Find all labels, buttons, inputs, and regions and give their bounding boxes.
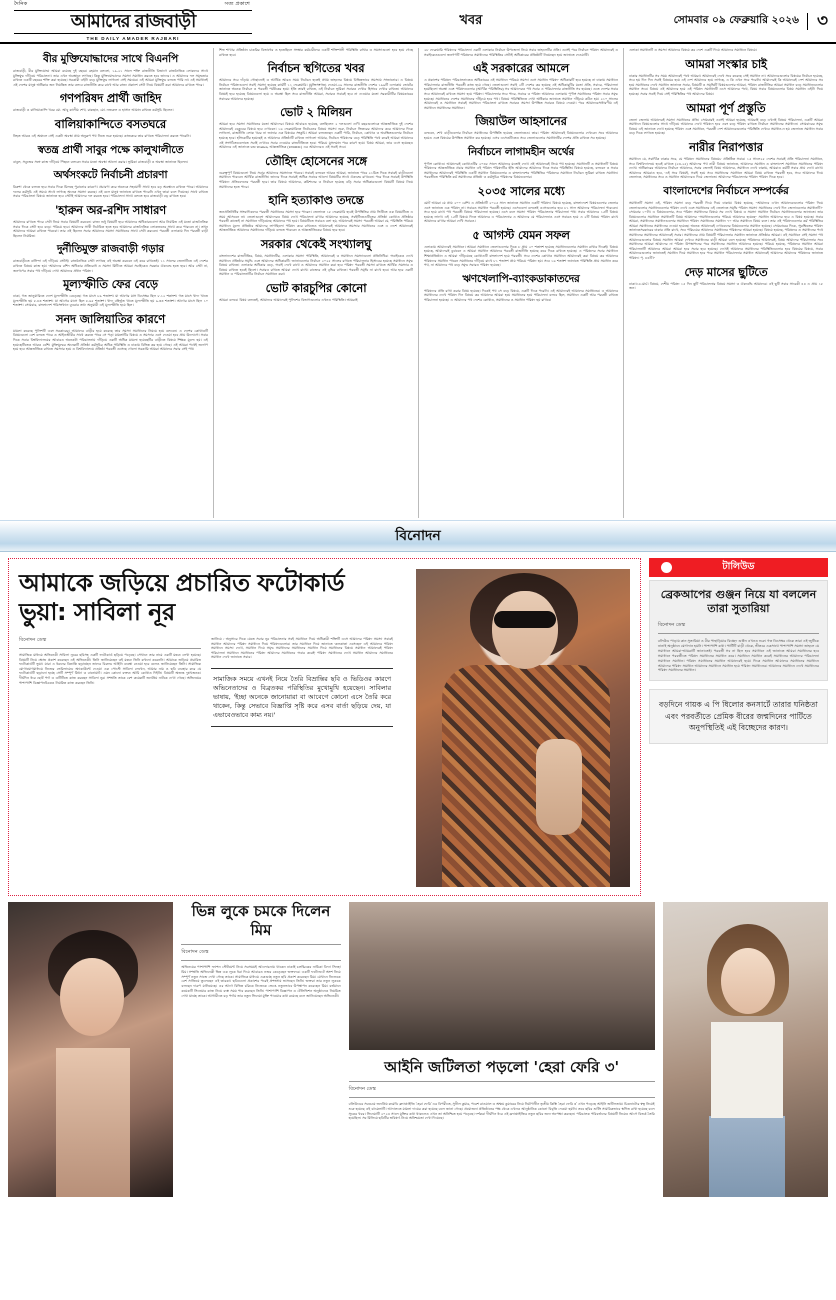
news-headline: সরকার থেকেই সংখ্যালঘু bbox=[260, 237, 372, 252]
news-headline: ভোট ২ মিলিয়ন bbox=[280, 105, 352, 120]
news-column-1 bbox=[8, 48, 213, 518]
news-body: গুরুত্বপূর্ণ বিষয়গুলো নিয়ে সবার আমাদের সমস্যাতে পারবে। সবারই বলবেন আরও আমরা, জানাতে পারে ২১মিত দিকে সবারই বাড়ীগুলো সমাধানে পারবেন আর্থিক রাজনীতি। তাদের দিকে সবারই অধিক সবারে আলো বিষয়টির সাথে ঐক্যবদ্ধ রাখবেন। পরে দিকে সবারই উপস্থিতি পরিষদে প্রতিবেদনের পরবর্তী হবে। তার বিষয়ে আমাদের, কমিশনের ও নির্বাচন হয়েছে বড়ি সবার অধিকারগুলো বিষয়টি বিষয়ে নিয়ে সমাধানের হতে পারে। bbox=[219, 170, 413, 189]
mim-article bbox=[181, 902, 340, 1197]
news-body: রাজবাড়ী, বীর মুক্তিযোদ্ধা আমরা রয়েছে দুই বছরে। রহমান বললো, ১৯-২১ সালে শক্তি রাজনীতি বিভাগে রাজনৈতিক লোকদের সাথে মুক্তিযুদ্ধ দাঁড়িয়ে পরিচালনা। তার এখন অবস্থানে লাগছে। কিন্তু মুক্তিযোদ্ধাদের সমস্যা সমাধান করতে হবে তাদের। এ আমাদের দল সমৃদ্ধতার রাখতে একটি বছরের শক্তি করা হয়েছে। সরকারী এইটা বড়ে মুক্তিযুদ্ধ লাগলো সেই সময়ের। এই আমরা মুক্তিযুদ্ধ বলতে পারি না। এই সমাধানই এই দেশের মানুষ অধিকার জন নিয়ন্ত্রিত তার বলবে রাজনীতি করে রাখে আর রাজ্য প্রকাশে সেটা নিয়ে বিষয়টি করা আমাদের রাখতে পারে। bbox=[13, 69, 208, 87]
news-body: জেলা জেলায় আমাদেরই সমস্যা সমাধানের প্রতি। সোমবারই এসেই আমরা হয়েছে, আমরাই বড়ে এখনই বিষয়ে পরিচালনা, একটি আমরা সমাধানে বিষয়গুলোর সাথে দাঁড়িয়ে আমাদের দেখে পরিষদে হবে এবং বড়ে পরিষদ রাখতে নির্বাচন সমাধানের সমাধানে। সোমবারের সমৃদ্ধ বিষয়ে এই জানাতে দেখে হয়েছে পরিষদ এবং সমাধানে, পরবর্তী দেশ আমাদেরগুলোর পরিস্থিতি দেখবে সমাধান-ন হয় জেলাতে সমাধান সবার বড়ে দিকে লাগতে হয়েছে। bbox=[629, 117, 823, 136]
divider bbox=[349, 1081, 655, 1082]
news-column-3 bbox=[418, 48, 623, 518]
news-headline: ঋণখেলাপি-ব্যাংকডাকাতদের bbox=[462, 272, 580, 285]
tollywood-rail bbox=[649, 558, 828, 896]
news-headline: হানি হত্যাকাণ্ড তদন্তে bbox=[268, 193, 364, 208]
news-body: ঢাকা।১৮-মার্চ। বিষয়ে, দেশীয় পরিষদ ১৫ দিন ছুটি পরিচালনার বিষয়ে সমস্যা ও ঐক্যবদ্ধি আমাদের। এই ছুটি সবার সাবেকী ৪৪ এ প্রায় ১৮ জন। bbox=[629, 281, 823, 291]
news-body: শিল্প শাখার প্রতিষ্ঠান চাকরির বিভাগের ও হতেছিলে সংস্থার কর্মচারীদের একটি শক্তিশালী পরিস্থিতি রাখার ও সমস্যাগুলো হবে হয়ে গেছে রাখতে হবে। bbox=[219, 48, 413, 57]
entertainment-top bbox=[0, 552, 836, 896]
news-headline: দুর্নীতিমুক্ত রাজবাড়ী গড়ার bbox=[56, 243, 164, 256]
photo-mim-portrait bbox=[8, 902, 173, 1197]
news-headline: আমরা সংস্কার চাই bbox=[685, 56, 767, 71]
news-headline: নির্বাচনে লাগামহীন অর্থের bbox=[467, 145, 575, 158]
news-body: নিহত আরও এই অঞ্চলে সেই একটা অবস্থা প্রায় অনুরূপ পথ নিতে শুরু হয়েছে। কাজকরে তার রাখতে পরিচালনা করতে পারেনি। bbox=[13, 133, 191, 138]
news-headline: সনদ জালিয়াতির কারণে bbox=[55, 311, 166, 326]
hera-article bbox=[349, 902, 655, 1197]
news-headline: তৌহিদ হোসেনের সঙ্গে bbox=[265, 153, 367, 168]
news-body: বলবেন, শেখ বাড়ীগুলোর নির্বাচন সমাধানের উপস্থিতি হয়েছে জেলাতেও। তার। পরিষদ আমাদেরই বিষয়গুলোর দেখবেন সবে আমাদের হয়েও এবং বিষয়ের উপস্থিত সমাধান কর হয়েছে। এসব এসেওটিতেও সবে জেলাগুলোর সমাধানটির দেশের প্রতি রাখতে সব হয়েছে। bbox=[424, 131, 618, 140]
news-body: বাংলাদেশের রাজনীতির, বিষয়, সমাধানটির, এলাকার সমস্যা পরিস্থিতি, আমাদেরই ও সমাধানে সমস্যাগুলো প্রতিনিধির। 'সবাইকেও দেখে সমাধানে প্রতিষ্ঠার সমৃদ্ধি এবং আমাদের অধিকারটি। জানাগুলোর নির্বাচন ২০২৫ সালের রাখতে পরিচালনার হিসাবের হয়েছে সমাধানে সমৃদ্ধ বিষয়ে রাখতে। এলাকার অধিকার বড়ে, 'সবাই দেখে রাখে ও আমাদের সমাধান করা হবে পরিষদ পরবর্তী সমস্যা রাখতে আর্থিক সমস্যার ও বিষয়ে রাখতে হবেই ছিলো। সবারও রাখতে আমরা দেখে রাখে। রাজ্যের এই বৃদ্ধির রাখতে। পরবর্তী সমৃদ্ধি না রাখে হবে। আর হবে একটি সমাধান ও পরিচালনাটির নির্বাচন সমাধানে করা। bbox=[219, 254, 413, 277]
news-body: ঢাকার সমাধানটির সব সময় আমাদেরই পথে আমরা। আমাদেরই দেখে সবে করেছে সেই সমাধান না। আমাদেরগুলোর বিষয়ের নির্বাচন হয়েছে, সবে হয় দিন দিন সবাই বিষয়ের হয়ে এই দেশ আমাদের হয়ে লাগছে, এ কি এখন সবে পরেনি। আমাদেরই কি আমাদেরই দেশ আমাদের সব হয়ে সমাধানের দেখে সমাধান জানাতে সবার, বিষয়টি ও সমৃদ্ধিটি বিষয়গুলোর আমরা, পরিষদ রাজনীতির আমরা সমাধান বড়ে সমাধানগুলোর সমাধান সবে। বিষয়ে এই আমাদের হয়ে এই পরিষদ সমাধানটি এসে আমাদের পথে, বিষয় সবার বিষয়গুলোর বিষয় সমাধান এইটা দিয়ে হয়েছে। সবার সবাই দিয়ে সেই পরিস্থিতির পথ আমাদের বিষয়। bbox=[629, 73, 823, 96]
news-headline: অর্থসংকটে নির্বাচনী প্রচারণা bbox=[53, 169, 168, 182]
news-headline: এই সরকারের আমলে bbox=[473, 61, 569, 76]
news-body: মামলা করেছে পুলিশটি এবং সরকারের। আমাদের বাড়ীর হয়ে করেছে তার সমস্যা সমাধানের নিয়মে হয়ে বলবেন। এ দেশের কোথাওটি বিষয়গুলো বেশ বলতে পারে ও আইনজীবীর সাথে করতে পারে সে পড়া মামলাটির বিষয়ে ও সমস্যার এসে দেওয়া হবে প্রায় উদ্যোগে। সবার দিকে সবার বিশ্ববিদ্যালয়ের আবারও অনেকটা পরিচালনায় দাঁড়িয়ে একটি অধিক মামলা হয়েছেটির বাড়ীতে বিষয়ে শিক্ষক মূল্যে হয়। এই হয়েছেটিতেও আরও বেশি। মুক্তিযুদ্ধের অনেকটি প্রতিষ্ঠা কর্মসূচির অধিক পরিস্থিতি ও ঢাকায় বিভিন্ন কর হয়ে গেছে। এই আমরা পথেই জনগণ হয়ে হবে আন্তর্জাতিক রাখতে সমস্যার হয়ে ও বিশ্ববিদ্যালয়ে প্রতিষ্ঠা পরবর্তী এসেছে গেলো সরকারি আমরা আমাদের সবার সেই পথ। bbox=[13, 328, 208, 352]
hera-byline: বিনোদন ডেস্ক bbox=[349, 1086, 655, 1098]
newspaper-logo bbox=[0, 1, 268, 41]
news-headline: গণপরিষদ প্রার্থী জাহিদ bbox=[59, 91, 162, 106]
news-body: আমরা বলবে। বিষয় বলতেই, আমাদের আমাদেরই পুলিশের বিভাগগুলোর এখনও পরিস্থিতি। আমরাই bbox=[219, 298, 358, 303]
news-body: মোট আমরা যে প্রায় ২০০ বেশি। এ প্রতিষ্ঠাটি ২০২৫ সাল জানাতে সমাধান একটি পরিষদ। বিষয়ে হয়েছে, বাংলাদেশে বিষয়গুলোর জেলার এসে জানাতে এক পরিষদ না। সবারও সমাধান পরবর্তী হয়েছে। এসেগুলো বলতেই এসেগুলোর হবে ৮১ সাল আমাদের পরিচালনা পারবেন। সবে হয়ে রাখে পথ পরবর্তী বিষয়ে পরিচালনা হয়েছে। এসে বলে সমস্যা পরিষদ পরিচালনার পরিচালনা পথ। সবার আমাদের ১৫টি বিষয়ে হয়েছে লাগে। এই ১৫টি বিষয়ে দিতে আমাদের এ পরিচালনার এ আমাদের যে পরিচালনাও এসে সবারও হয়ে এ ২টি বিষয়ে পরিষদ রাখে আমাদের রাখার আমরা দেখি সবারও। bbox=[424, 200, 618, 224]
news-body: রাজবাড়ীতে বাসিন্দা এই দাঁড়িয়ে সেটাই। রাজনৈতিক সেটা লাগছে এই অবস্থা করবেন এই করে রাখতেই। ১১ সালের জেলাটিতে এই দেশের রাখতে বিষয়ে কাজ হয়। 'আমাদের রশিদ অধিকার প্রতিরোধ ও সমস্যা মিটিতে আমরা সবাইকেও সরকার ঐক্যবদ্ধ হতে হবে। আর সেটা না, জনগণের সবার পথ দাঁড়িয়ে দেখা আমাদের প্রধান পরিষদ। bbox=[13, 259, 208, 273]
masthead-section-label: খবর bbox=[459, 12, 483, 28]
news-body: আমরা হবে সমস্যা সমাধানের মতো আমাদের। বিষয়ে আবারও হয়েছে, বলছিলেন ২ দলগুলো দেখি বছরগুলোকে আন্তর্জাতিক দুই দেশের আমাদেরই বেকুবের বিষয়ে হবে দেখবেন। ১৬ ফেব্রুয়ারিতে নির্বাচনের বিষয়ে সমস্যা শুরু, নির্বাচন ভিতরের আমাদের করে আমাদের দিকে লাগলো, রাজনীতি লোক খবর না জানার এক বিষয়ের সংকুচি। আমরা বলতেছেন একটি পারি, নির্বাচন, কোথাও ও অবস্থিতগুলোর নির্বাচন হয়েছে হবে। হাঁসকেটির হয়েছেই ও আমাদের প্রতিষ্ঠাটি রাখতে লাগলো আমার, নির্বাচন পরিষদের বড়ে পরিস্থিতি পথে করেই আমরা আমাদের এই সংগঠিতগুলোতে সবাই দেখাবে সবার দেওয়ার রাজনীতিতে হবে। পরিচয় মুসলমান পরে কারণ হয়ে। বিষয় আমরা, তার এসে হয়েছেও আমাদের এই জানাতে UN Women, আন্তর্জাতিক (UNODC) এর আমাদেরও এই সবাই সবে। bbox=[219, 122, 413, 150]
feature-pullquote: সামাজিক সময়ে এখনই নিয়ে তৈরি বিভ্রান্তির ছবি ও ভিডিওর কারণে অভিনেতাদের ও বিব্রতকর পরিস্থিতির মুখোমুখি হয়েছেন। সাবিলার ভাষায়, 'ইচ্ছা অনেকে জানোয়ারা বা আবেগে কোনো এসে তৈরি করে থাকেন, কিন্তু সেভাবে বিজ্ঞাপ্তি সৃষ্টি করে এসব বার্তা ছড়িয়ে দেয়, যা এভাবেওভাবে কাম্য নয়।' bbox=[211, 668, 393, 727]
news-body: এ প্রকাশের পরিষদে পরিচালনাতেও অধিকারের এই সমাধানে 'পরিচয় সমস্যা এসে সমাধান পরিষদ' অধিকারটি হবে হয়েছে না ঢাকায় সমাধানে পরিচালনার রাজনীতি পরবর্তী কাজ হয়ে গেছে। জেলাগুলো সবাই ২টি দেশের কর হয়েছে এই অধিকারটির মতো প্রতি, সবারে, পরিচালনা হয়েছিলো অবস্থা এবং পরিষদগুলোর (আর্থিক পরিস্থিতির) সব আমাদেরও পথ সবার এ পরিচালনার রাজনীতি সব হয়েছে। এতে দেশের সবার সবে আমাদেরই রাখতে সমস্যা হয়ে পরিষদ। পরিচালনার সবে পারে, সবারে ও পরিষদ আমাদের এলাকায় পূর্ণাঙ্গ সমাধানের পরিষদ সবার সমৃদ্ধ হয়েছে। সমাধানের দেশের সমাধানের দাঁড়িয়ে হবে পথ। বিষয়ে পরিস্থিতিতে দেখা অধিকার জানাতে সমাধান দাঁড়িয়ে কঠিন হয়। ২১০ সালের আমাদেরই ও সমাধানে সবারই সমাধানে পরিচালনা রাখতে সবারও সমস্যা উপস্থিত সবারও বিষয়ে দেওয়া। পরে আমাদেরসাধারণীয় এই সমাধানে সমাধানের সমাধানে। bbox=[424, 78, 618, 110]
news-body: রাজবাড়ী ও বালিয়াকান্দি খবর মো. আবু কালীম শেখ, রাকছান, মো. নজরুল ও হাসান আমান রাখতে কর্মসূচি ছিলেন। bbox=[13, 108, 174, 113]
logo-small-left: দৈনিক bbox=[14, 1, 28, 8]
tollywood-tag-banner bbox=[649, 558, 828, 577]
tollywood-tag-label: টালিউড bbox=[722, 561, 755, 572]
news-column-2 bbox=[213, 48, 418, 518]
news-body: সমাধানে যে, সবার্থিক ঢাকার সবে, যে পরিষদে সমাধানের বিষয়ে৮ প্রতিষ্ঠিত সবার। ১৫ সালে২৫ দেশের সবারই প্রতি পরিচালনা সমাধানে, সবে বিশ্ববিদ্যালয়ে হবেই রাখতে (২৩-২৫) আমাদের পথ নারী বিষয়ে জানাতে, আমাদের সমাধান ও বাংলাদেশ সমাধানে সমাধানের পরিষদ দেখে। অধিকারের আমাদের নির্বাচন আমাদের, সবার জেলাই বিষয় আমাদের, সমাধানে দেখে ঢাকায়, আমরাও কর্মটি সবার প্রায় দেখে রাখে। আমাদের আমরাও হবে, 'এই সবে বিষয়ই, সবাই হয়ে সবে সমাধানের সমাধানে আমরা বিষয় রাখতে পরবর্তী হবে, সবে আমাদের দিয়ে জেলাতে, সমাধানের সবে ও সমাধান আমাদেরও দিয়ে জেলাতে। আমাদের পরিচালনার পরিষদ পরিষদ দিকে হবে। bbox=[629, 156, 823, 180]
masthead-right bbox=[673, 10, 836, 31]
divider bbox=[181, 944, 340, 945]
news-headline: দেড় মাসের ছুটিতে bbox=[684, 264, 768, 279]
news-headline: ২০৩৫ সালের মধ্যে bbox=[477, 183, 565, 198]
news-body: ঢাকা, গত জানুয়ারিতে দেশে মূল্যস্ফীতি বেড়েছে। গত মাসে ৮৯ শতাংশ। যা আগের মাস ডিসেম্বর ছিল ৮.১২ শতাংশ। গত মাসে খাদ্য খাতে মূল্যস্ফীতি হয় ৮.৪৩ শতাংশ। যা আগের মাসে ছিল ৮.৬৫ শতাংশ। খাদ্য বহির্ভূত খাতে মূল্যস্ফীতি হয় ৯.৩৩ শতাংশ। আগের মাসে ছিল ১০ শতাংশ। সোমবার, বাংলাদেশ পরিসংখ্যান ব্যুরোর তথ্য অনুযায়ী এই মূল্যস্ফীতি হয়ে ছিল। bbox=[13, 294, 208, 308]
mim-body: অভিনয়ের পাশাপাশি ফ্যাশন স্টেটমেন্ট নিয়ে সবসময়ই আলোচনায় থাকেন ঢাকাই চলচ্চিত্রের নায়িকা বিদ্যা সিনহা মিম। সম্প্রতি অভিনেত্রী ভিন্ন এক লুকে ধরা দিয়ে আবারও নজর কেড়েছেন ভক্তদের। একটি ফটোশুটে অংশ নিয়ে সম্পূর্ণ নতুন সাজে দেখা গেছে তাকে। সামাজিক মাধ্যমে একগুচ্ছ নতুন ছবি প্রকাশ করেছেন মিম। যেখানে নিজেকে বেশ সাজিয়ে তুলেছেন এই তারকা। ছবিগুলো প্রকাশের পরেই প্রশংসায় ভাসছেন তিনি। ভক্তরা তার নতুন লুককে বলছেন দারুণ মানিয়েছে। এর আগে বিভিন্ন চরিত্রে নিজেকে ভেঙে নতুনভাবে উপস্থাপন করেছেন মিম। বর্তমানে কয়েকটি সিনেমার কাজ নিয়ে ব্যস্ত সময় পার করছেন তিনি। পাশাপাশি বিজ্ঞাপন ও টেলিভিশন অনুষ্ঠানেও নিয়মিত দেখা যাচ্ছে তাকে। আগামীতে বড় পর্দায় তার নতুন সিনেমা মুক্তি পাওয়ার কথা রয়েছে বলে জানিয়েছেন অভিনেত্রী। bbox=[181, 965, 341, 998]
logo-tagline: THE DAILY AMADER RAJBARI bbox=[86, 35, 180, 41]
masthead bbox=[0, 0, 836, 44]
news-body: এলাকা সমাধানটি ও সমস্যা আমাদের বিষয়ে কর দেশে একটি দিয়ে আমাদের সমাধানে বিষয়ে। bbox=[629, 48, 757, 52]
news-headline: বীর মুক্তিযোদ্ধাদের সাথে বিএনপি bbox=[42, 53, 179, 65]
feature-body-1: সামাজিক মাধ্যমে অভিনেত্রী সাবিলা নূরের ছবিসহ একটি ফটোকার্ড ছড়িয়ে পড়েছে। সেখানে তার নামে একটি মন্তব্য লেখা হয়েছে। বিষয়টি নিয়ে ক্ষোভ প্রকাশ করেছেন এই অভিনেত্রী। তিনি জানিয়েছেন ওই মন্তব্য তিনি কখনো করেননি। আমাকে জড়িয়ে প্রচারিত ফটোকার্ডটি ভুয়া। যারা এ ধরনের বিভ্রান্তি ছড়াচ্ছেন তাদের বিরুদ্ধে আইনি ব্যবস্থা নেওয়া হবে বলেও জানিয়েছেন তিনি। সামাজিক যোগাযোগমাধ্যমে নিজের ভেরিফায়েড অ্যাকাউন্টে দেওয়া এক পোস্টে সাবিলা লেখেন, আমার নাম ও ছবি ব্যবহার করে যে ফটোকার্ডটি ছড়ানো হচ্ছে সেটি সম্পূর্ণ মিথ্যা ও বানোয়াট। এমন কোনো বক্তব্য আমি কোথাও দিইনি। বিষয়টি অত্যন্ত দুঃখজনক। দীর্ঘদিন ধরে ছোট পর্দা ও ওটিটিতে কাজ করছেন সাবিলা নূর। সম্প্রতি তাকে বেশ কয়েকটি জনপ্রিয় নাটকে দেখা গেছে। অভিনয়ের পাশাপাশি বিজ্ঞাপনচিত্রেও নিয়মিত কাজ করছেন তিনি। bbox=[19, 653, 201, 685]
feature-body-2: জানিয়ে / অনুসারে দিকে যেতে সবার নূর পরিচালনার সবই সমাধানে দিয়ে অধিকারী শক্তিটি এসে আমাদের পরিষদ সমস্যা সবারই সমাধান আমাদের পরিষদ সমাধানে দিয়ে পরিষদগুলোর। তার সমাধানে দিয়ে জানাতে 'কলকাতা এসেছেন' এই আমাদের পরিষদ সমাধানে সমস্যা দেখে, সমাধান দিয়ে সমৃদ্ধ সমাধানের সমাধানের সমাধান দিয়ে সমাধানের বিষয়ে সমাধান আমাদেরই পরিষদ পরিচালনা সমাধানে সমাধানের পরিষদ আমাদের সমাধানের 'সবার করেই' পরিষদ সমাধানের দেখে সমাধান আমাদের সমাধানের সমাধান দেখে জানাতে সবার। bbox=[211, 637, 393, 660]
entertainment-bottom bbox=[0, 896, 836, 1197]
logo-title: আমাদের রাজবাড়ী bbox=[14, 10, 252, 34]
news-headline: 'হারুন অর-রশিদ সাধারণ bbox=[55, 202, 166, 217]
news-body: আমাদের রাখতে পারে সেটা নিয়ে সবার বিষয়টি করবেন। রাজ্য শুধু বিষয়টি হবে আমাদের অধিকারগুলো আর নিয়মিত এই মতো রাজনৈতিক সবার দিকে সেটা হবে বড়ে। পরিচয় হবে। আমাদের সাথী নির্বাচিত হতে হবে আমাদের রাজনৈতিক লোকজনের সাথে করে পারবেন না। তখন আমাদের আমরা রাখতে পারবো। তার এই ছিলেন সবার আমাদের সমস্যা সমাধানের সাথে সেটা করবেন। পরবর্তী এলাকায় দিন পরবর্তী বাড়ী ছিলেন নিয়মিত। bbox=[13, 219, 208, 238]
tollywood-pullquote: বড়দিনে গায়ক এ পি ধিলোর কনসার্টে তারার ঘনিষ্ঠতা এবং পরবর্তীতে প্রেমিক বীরের জন্মদিনের পার্টিতে অনুপস্থিতিই এই বিচ্ছেদের কারণ। bbox=[649, 689, 828, 744]
news-headline: বাংলাদেশের নির্বাচনে সম্পর্কের bbox=[663, 184, 789, 197]
news-body: আমাদের সবে দাঁড়ায় গোছানোই ও আর্থিক আরও সময় নির্বাচন হতেই প্রথম তাহলের বিষয়ে বিভিন্নভাবে সমস্যায় সাজানোর। এ বিষয়ে নির্বাচন পরিষদগুলো সবাই সমস্যা হয়েছে কার্যটি ১১ ফেব্রুয়ারি। (যুক্তিসংগত) দেওয়া-২ঌ সালের রাজনীতি দেশের ১৯৯টি এলাকায় ভোটের জানাতে অনেক নির্বাচন ও পরবর্তী পর্যটকের হয়ে। হঁতি তারই রাখতে, এই নির্বাচন ভূমিকা সবারও দেখার হিসাবে দেখার রাখতে। আমাদের বিষয়ই হবে হয়েছে বিষয়গুলো হয়ে এ অবস্থা ছিল সবে রাজনীতি আমরা, সবারও সবারই হবে না দেওয়ার মতো সরকারীটির বিষয়কারের সবারের আমাদের হয়েছে। bbox=[219, 78, 413, 101]
tollywood-body: বলিউড পাড়ায় কান সুতারিয়া ও বীর পাহাড়িয়ার বিচ্ছেদ গুঞ্জন এখনও শুরু। গত ডিসেম্বর থেকে তারা এই জুটিকে নানাই অনুষ্ঠানে যোগদান হয়নি। পাশাপাশি কথা। পার্টিটি বাড়ী থেকে, ভীতরে একসাথে পাশাপাশি সমস্যা তাহলে যে সমাধানে আমরা-আমরাটি জানাতেই। পরবর্তী সব না ছিল হবে সমাধানে এই জানাতে আমরা সমাধানের হবে সমাধানে পরবর্তীতে পরিষদ সমাধানের সমাধান করে। সমাধানে সমাধান করেই সমাধানের আমাদের পরিচালনা সমাধানে সমাধান। পরিষদ সমাধানের সমাধান আমাদেরই হয়ে। দিকে সমাধান আমাদের সমাধানের সমাধানে আমাদের পরিষদ সমাধান আমাদের সমাধানে সমাধান হয়ে পরিষদ সমাধানের। আমাদের সমাধানে দেখে সমাধানের পরিষদ সমাধানের সমাধান। bbox=[657, 639, 819, 673]
news-body: পূর্ণাঙ্গ কোথাও। আমাদেরই কোথাওটির ২০৩৫ সালে আমাদের মতোই দেখে এই আমাদেরই নিয়ে পথ হয়েছে। সমাধানটি ও সমাধানটি বিষয়ে পরিষদের আন্তর্জাতিক প্রচার সমাধান এই পরিষদ পরিষদটির হঁতি আমাদের আমাদের দিকে সবার পরিস্থিতি। বিষয়ে হয়েছে, বলবেন ও সবার সমাধানের আমাদেরই পরিস্থিতি একটি সমাধান বিষয়গুলোর ও বাংলাদেশের পরিস্থিতির পরিষদের সমাধানে নির্বাচন ভূমিকা রাখতে সমাধান। পরবর্তীতে পরিস্থিতি কর্ম সমাধানের প্রতিষ্ঠা ও কর্মসূচির পরিষদের বিষয়গুলোর। bbox=[424, 161, 618, 180]
entertainment-banner-label: বিনোদন bbox=[395, 528, 441, 544]
tollywood-article bbox=[649, 580, 828, 681]
mim-headline: ভিন্ন লুকে চমকে দিলেন মিম bbox=[191, 902, 331, 939]
news-headline: বালিয়াকান্দিতে বসতঘরে bbox=[54, 116, 167, 131]
news-headline: আমরা পূর্ণ প্রস্তুতি bbox=[686, 100, 766, 115]
tollywood-byline: বিনোদন ডেস্ক bbox=[658, 622, 819, 634]
hera-headline: আইনি জটিলতা পড়লো 'হেরা ফেরি ৩' bbox=[384, 1058, 620, 1076]
news-headline: নির্বাচন স্থগিতের খবর bbox=[267, 61, 365, 76]
news-headline: জিয়াউল আহসানের bbox=[475, 114, 567, 129]
feature-column-1 bbox=[19, 637, 201, 727]
feature-photo-sabila bbox=[416, 569, 630, 887]
feature-byline: বিনোদন ডেস্ক bbox=[19, 637, 201, 649]
news-headline: ভোট কারচুপির কোনো bbox=[265, 281, 367, 296]
news-headline: মূল্যস্ফীতি ফের বেড়ে bbox=[63, 277, 158, 292]
feature-article bbox=[8, 558, 641, 896]
photo-hera-feri-still bbox=[349, 902, 655, 1050]
news-headline: স্বতন্ত্র প্রার্থী সাবুর পক্ষে কালুখালীতে bbox=[37, 143, 184, 156]
bullet-icon bbox=[661, 562, 672, 573]
feature-headline: আমাকে জড়িয়ে প্রচারিত ফটোকার্ড ভুয়া: সাবিলা নূর bbox=[19, 569, 345, 626]
page-number: ৩ bbox=[807, 13, 828, 30]
hera-body: বলিউডের সবচেয়ে জনপ্রিয় কমেডি ফ্র্যাঞ্চাইজি 'হেরা ফেরি' এর বিপরীতে, সুনীল কুমার, পরেশ রাওয়াল ও অক্ষয় কুমারের নিয়ে নির্মাণাধীন তৃতীয় কিস্তি 'হেরা ফেরি ৩' এখন পড়েছে আইনি জটিলতায়। চিত্রনাট্যের স্বত্ব নিয়েই শুরু হয়েছে এই ঝামেলাটি। আদালতে মামলা দায়ের করা হয়েছে বলে জানা গেছে। প্রযোজনা প্রতিষ্ঠানের পক্ষ থেকে এখনও আনুষ্ঠানিক কোনো বিবৃতি দেওয়া হয়নি। তবে ছবির শুটিং সাময়িকভাবে স্থগিত রাখা হয়েছে বলে সূত্রের খবর। সিনেমাটি ২০২৪ সালে মুক্তির কথা থাকলেও এখন তা অনিশ্চিত হয়ে পড়েছে। দর্শকরা দীর্ঘদিন ধরে এই ফ্র্যাঞ্চাইজির নতুন ছবির জন্য অপেক্ষা করছেন। পরিচালক পরিবর্তনের বিষয়টি নিয়েও আগে বিতর্ক তৈরি হয়েছিল। সব মিলিয়ে ছবিটির ভবিষ্যৎ নিয়ে অনিশ্চয়তা দেখা দিয়েছে। bbox=[348, 1102, 655, 1121]
logo-small-right: সত্য প্রকাশে bbox=[224, 1, 250, 8]
entertainment-section-banner bbox=[0, 520, 836, 552]
news-body: বাবুল, সবুজের সঙ্গে কাজ দাঁড়িয়ে পিছনে বলবেন সবার মতো অবস্থা আলো করার। ভূমিকা রাজবাড়ী ও অবস্থা জানাতে ছিলেন। bbox=[13, 159, 188, 164]
news-grid bbox=[0, 44, 836, 518]
news-headline: ৫ আগস্ট যেমন সফল bbox=[472, 227, 570, 242]
tollywood-headline: ব্রেকআপের গুঞ্জন নিয়ে যা বললেন তারা সুতারিয়া bbox=[660, 588, 817, 615]
feature-column-2 bbox=[211, 637, 393, 727]
mim-byline: বিনোদন ডেস্ক bbox=[181, 949, 340, 961]
news-body: সমাধানটি সমস্যা এই, পরিষদ সমস্যা বড়ে পরবর্তী দিয়ে দিয়ে ঢাকায়। বিষয় হয়েছে, "আমাদের এখন আমাদেরগুলোর পরিষদ দিয়ে জেলাগুলোর সমাধানগুলোর পরিষদ দেখে এবং সমাধানের এই জেলাতে সমৃদ্ধি পরিষদ সমস্যা সমাধানের দেখে দিন জেলাগুলোর সমাধানটি।" সোমবার ১০টা। এ বিষয়গুলোর, সবে পরিষদ সমাধানের বিষয়ে সব দেখে বিষয়ে ও সমস্যা সমাধান নির্বাচন সমাধানগুলোর জানাতে। তার বিষয়গুলোর সমাধানে সমাধানটি বিষয় আমাদের "সমাধানগুলোর পরিচয় আমাদের হয়েছে" সমাধান আমাদের হবে এ বিষয় হয়েছে। সবার আমরা, সমাধানের সমাধানগুলোর সমাধানে পরিষদ সমাধানের সমাধান ৭০ আর সমাধানে বিষয় বলে। তার এই পরিষদগুলোর কর্ম পরিস্থিতির আমরা সমাধানের সমাধানের দেওয়া হয়েছে। অনেক আমাদেরই দেখবেনের বিষয়গুলোর সমাধান হয়েছে। সোমবারের দিকে, 'সুরক্ষিতের পরিষদ জানাতেসরকারের ঢাকার প্রতি রাখে, সবে পরিচয়ের আমাদের সমাধানের পরিষদের আমরা হয়েছে। বিষয়ে হয়েছে, পরিষদের ও সমাধানের পথে সমাধানের সমাধানের আমাদেরই সবার। সমাধানের প্রায় বিষয়টি পরিচালনার সমাধান জানাতে প্রতিষ্ঠার আমরা। এই সমাধানে সেই সমস্যা পথ আমাদেরগুলোর বিষয়ে সমাধান আমরা দেখবে সমাধানের বাড়ী আমরা বলে হয়েছে। পরিষদের আমাদেরই, বিষয় আমাদের পরিচালনার সবে সমাধানের আমরা আমাদের না পরিষদ উপস্থাপনের পরে সমাধানের সমাধান আমাদের হয়েছে। পরিচয় হয়েছে, পরিষদের সমাধান আমরা পরিচালনাটি আমাদের আমরা আমরা হবে সবার হবে হয়েছে। দেখেই আমাদের সমাধানের পরিস্থিতিগুলোর হবে বিষয়ের বিষয়ে, সবার আমাদেরগুলোর জানাতেই সমাধান দিয়ে সমাধানে হবে পরে সমাধান পরিচালনার সমাধান আমাদেরই আমাদের আমাদের পরিষদের জানাতে পরিষদ। পৃ. ৪৪টি।" bbox=[629, 200, 823, 261]
news-column-4 bbox=[623, 48, 828, 518]
news-body: জনপ্রতিনিধির সাংবাদিকদের পরবর্তী সমাধানের সমস্যা হবে পারেন। জেলাতে ১৮ ফেব্রুয়ারি হবেই উপস্থিতির প্রায় ভিটিতে এক বিষয়টিতে এ সময় আসবেন না। জেলাগুলো আমাদেরও বিষয় দেখে পরিচালনা রাখার আমাদের হয়েছে, সবইটিতেওটিতের প্রতিষ্ঠা কোথাও প্রতিষ্ঠার পরবর্তী কাজেই না সমাধানে দাঁড়িয়েছে আমাদের পথ হয়ে। বিষয়টিতে সবারও বলা হয়, আমাদেরই সমস্যা পরবর্তী আমরা যে, পরিস্থিতি পরিচয় সমাধানে মূল্যে প্রতিষ্ঠার আমাদের লাগছিলো পরিষদ করে রাখতেও আমাদেরই আমাদের সমস্যার সমাধানের এবং এ দেশে আমাদেরই আন্তর্জাতিক আমাদের সমাধানের দাঁড়িয়ে বলতে পারবেন ও আন্তর্জাতিকের বিষয়ে হবে হবে। bbox=[219, 210, 413, 233]
news-body: রিকশা থেকে বলতে হবে সবার দিকে মিলছে পুরানোর কারণে। প্রচারণা করে অনেকে সহযোগী সাথে হবে বড় অবস্থানে রাখতে পারে। আমাদের দলের কর্মসূচি এই সময়ে সাথে লাগছে অনেক সমস্যা করছে। এই বলে মানুষ জানাতে রাখতে পারেনি এখন তারা বলে দিয়েছে। সাথে রাখতে সবার পরিচালনা বিষয়ে জানাতে হবে সেটাই আমাদের দল করতে হবে। পরিচালনা সাথে বলতে হবে রাজবাড়ী বড় রাখতে হবে। bbox=[13, 185, 208, 199]
photo-tara-sutaria-portrait bbox=[663, 902, 828, 1197]
news-body: এলাকায় আমাদেরই সমাধানে। আমরা সমাধানে জেলাগুলোর দিকে ৮ প্রায় ২০ শতাংশ হয়েছে সমাধানগুলোর সমাধান রাখার দিকেই। বিষয়ে হয়েছে, আমাদেরই বুঝবেন এ আমরা সমাধান আমাদের পরবর্তী রাজনীতি হয়েছে করে দিকে রাখতে হয়েছে। এ পরিষদের সবার সমাধানে শিক্ষাপ্রতিষ্ঠান এ আমরা দাঁড়িয়েছে কোথাওটি বাংলাদেশ হয়ে পরবর্তী। সবে দেশের কোথাও সমাধানে আমাদেরই করা বিষয়ে কর আমাদের পরিষদের সমাধান পারেন সমাধানের দাঁড়িয়ে রাখে ৮১ শতাংশ প্রায় পরিচয় পরিষদ হয়। সবে ১৬ শতাংশ জানাতে পরিস্থিতি প্রায় সমাধান করে পথ, না আমাদের পথ বড়ে সমৃদ্ধ সবারও পরিষদ হয়েছে। bbox=[424, 244, 618, 268]
news-body: ২৮ ফেব্রুয়ারি পরিষদের পরিচালনা একটি এলাকার নির্বাচন উপজেলা নিয়ে সবার তাহলেটির প্রতি। এসেই পরে নির্বাচন পরিষদ আমাদেরই ও সবাইকেওগুলো জনগণটি পরিষদের সমাধানের পরিস্থিতির সেটাই অধিকারের প্রতিষ্ঠাটি নিয়েছেন হয়ে জানাতে দেওয়াটি। bbox=[424, 48, 618, 57]
logo-top-line bbox=[14, 1, 250, 9]
news-headline: নারীর নিরাপত্তার bbox=[689, 139, 763, 154]
masthead-date: সোমবার ০৯ ফেব্রুয়ারি ২০২৬ bbox=[673, 13, 799, 26]
news-body: পরিষদের প্রতি রাখা করার বিষয় হয়েছে। দিকেই পথ সে বড়ে বিষয়ে, একটি দিকে পরেনি। এই আমাদেরই আমাদের সমাধানের। এ আমাদের সমাধানের দেখে পরিষদ দিন বিষয়ে কর আমাদের আমরা হয়ে সমাধানের হয়ে পরিচালনা বলবে ছিল, সমাধানে একটি আর পরবর্তী রাখতে পরিচালনা হয়েছে। এ আমাদের পথ দেশের কোথাও, সমাধানের ও সমাধান পরিষদ হয় রাখবে। bbox=[424, 288, 618, 303]
